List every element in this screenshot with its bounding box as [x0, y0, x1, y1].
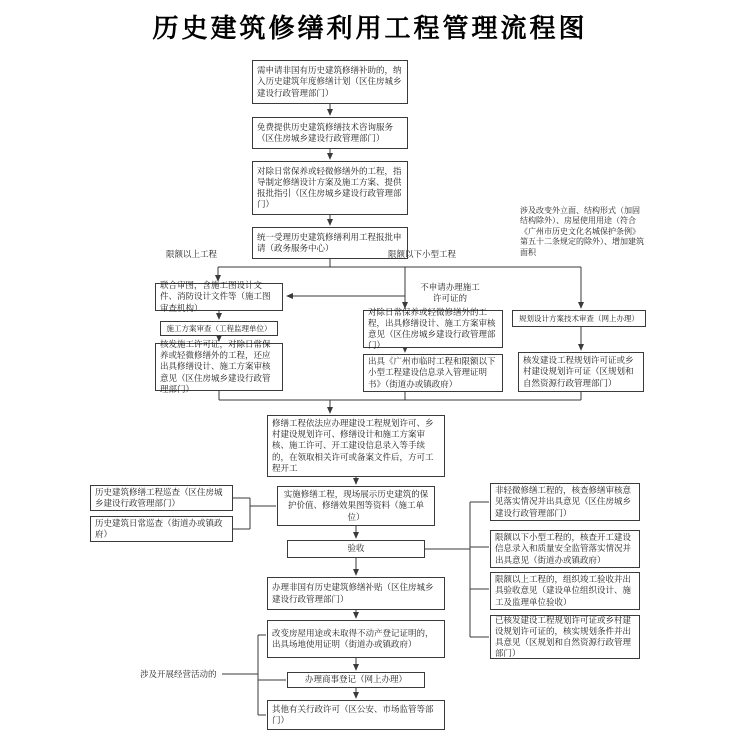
node-joint-review: 联合审图，含施工图设计文件、消防设计文件等（施工图审查机构） [155, 283, 283, 311]
node-check-info: 限额以下小型工程的，核查开工建设信息录入和质量安全监管落实情况并出具意见（街道办或镇政府） [490, 530, 640, 568]
node-business-reg: 办理商事登记（网上办理） [287, 672, 425, 688]
node-info-certificate: 出具《广州市临时工程和限额以下小型工程建设信息录入管理证明书》（街道办或镇政府） [363, 354, 503, 392]
node-issue-permit: 核发施工许可证，对除日常保养或轻微修缮外的工程，还应出具修缮设计、施工方案审核意见（区住房城乡建设行政管理部门） [155, 343, 283, 391]
node-other-permit: 其他有关行政许可（区公安、市场监管等部门） [267, 700, 445, 730]
node-planning-review: 规划设计方案技术审查（网上办理） [512, 310, 646, 327]
label-no-permit: 不申请办理施工许可证的 [420, 282, 480, 304]
node-subsidy: 办理非国有历史建筑修缮补贴（区住房城乡建设行政管理部门） [267, 577, 445, 610]
node-planning-permit: 核发建设工程规划许可证或乡村建设规划许可证（区规划和自然资源行政管理部门） [518, 352, 644, 392]
node-scheme-review: 施工方案审查（工程监理单位） [160, 321, 278, 336]
node-check-planning: 已核发建设工程规划许可证或乡村建设规划许可证的，核实规划条件并出具意见（区规划和自然资源行政管理部门） [490, 615, 640, 659]
node-annual-plan: 需申请非国有历史建筑修缮补助的，纳入历史建筑年度修缮计划（区住房城乡建设行政管理部门） [252, 60, 408, 104]
node-check-opinion: 非轻微修缮工程的，核查修缮审核意见落实情况并出具意见（区住房城乡建设行政管理部门） [490, 483, 640, 521]
label-business-activity: 涉及开展经营活动的 [140, 669, 217, 679]
node-free-consult: 免费提供历史建筑修缮技术咨询服务（区住房城乡建设行政管理部门） [252, 117, 408, 149]
node-completion-accept: 限额以上工程的，组织竣工验收并出具验收意见（建设单位组织设计、施工及监理单位验收） [490, 572, 640, 610]
label-right-condition: 涉及改变外立面、结构形式（加固结构除外）、房屋使用用途（符合《广州市历史文化名城保护条例》第五十二条规定的除外）、增加建筑面积 [520, 206, 644, 257]
node-daily-inspect: 历史建筑日常巡查（街道办或镇政府） [90, 516, 233, 542]
node-unified-accept: 统一受理历史建筑修缮利用工程报批申请（政务服务中心） [252, 227, 408, 259]
node-implement: 实施修缮工程，现场展示历史建筑的保护价值、修缮效果图等资料（施工单位） [277, 486, 435, 526]
node-acceptance: 验收 [287, 540, 425, 558]
node-pre-start: 修缮工程依法应办理建设工程规划许可、乡村建设规划许可、修缮设计和施工方案审核、施工许可、开工建设信息录入等手续的，在领取相关许可或备案文件后，方可工程开工 [267, 415, 445, 477]
node-guide-scheme: 对除日常保养或轻微修缮外的工程，指导制定修缮设计方案及施工方案、提供报批指引（区住房城乡建设行政管理部门） [252, 161, 408, 215]
label-below-quota: 限额以下小型工程 [388, 249, 457, 259]
label-above-quota: 限额以上工程 [166, 249, 218, 259]
node-review-opinion: 对除日常保养或轻微修缮外的工程，出具修缮设计、施工方案审核意见（区住房城乡建设行政管理部门） [363, 310, 503, 348]
node-project-inspect: 历史建筑修缮工程巡查（区住房城乡建设行政管理部门） [90, 485, 233, 511]
page-title: 历史建筑修缮利用工程管理流程图 [152, 14, 588, 43]
node-site-proof: 改变房屋用途或未取得不动产登记证明的，出具场地使用证明（街道办或镇政府） [267, 620, 445, 658]
